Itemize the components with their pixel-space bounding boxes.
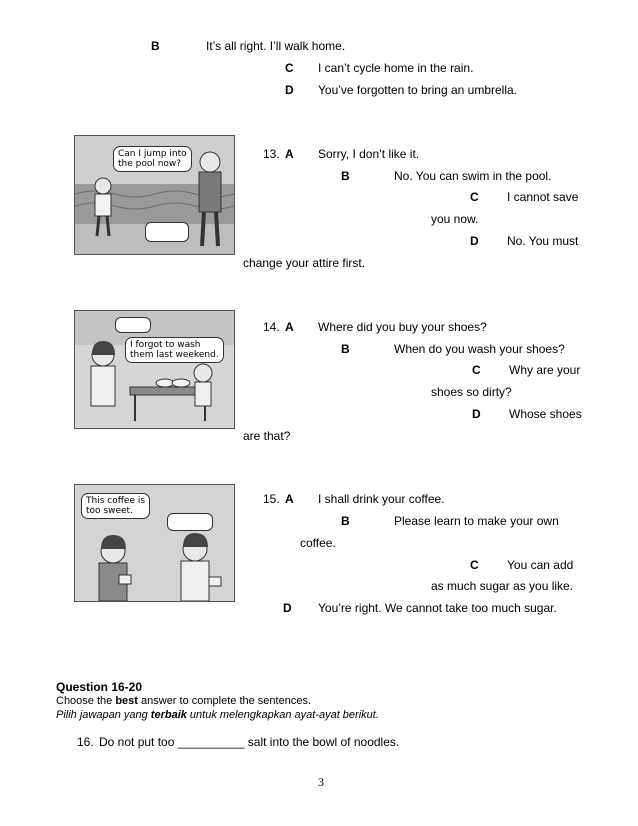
q13-option-a-letter: A	[285, 147, 294, 161]
q13-option-c-letter: C	[470, 190, 479, 204]
q13-blank-speech-bubble	[145, 222, 189, 242]
q13-option-d-text-1: No. You must	[507, 234, 579, 248]
q13-option-d-letter: D	[470, 234, 479, 248]
q14-option-b-letter: B	[341, 342, 350, 356]
q13-bubble-line-1: Can I jump into	[118, 149, 187, 159]
q14-speech-bubble	[125, 337, 224, 363]
q14-bubble-line-2: them last weekend.	[130, 350, 219, 360]
q13-bubble-line-2: the pool now?	[118, 159, 182, 169]
malay-pre: Pilih jawapan yang	[56, 709, 151, 721]
malay-post: untuk melengkapkan ayat-ayat berikut.	[186, 709, 379, 721]
q14-option-a-text: Where did you buy your shoes?	[318, 320, 487, 334]
q12-option-b-letter: B	[151, 39, 160, 53]
q13-illustration	[74, 135, 235, 255]
page-number: 3	[318, 775, 324, 789]
q15-option-d-text: You’re right. We cannot take too much sugar.	[318, 601, 557, 615]
q14-option-d-letter: D	[472, 407, 481, 421]
q15-option-a-text: I shall drink your coffee.	[318, 492, 445, 506]
q15-option-b-text-2: coffee.	[300, 536, 336, 550]
q14-blank-speech-bubble	[115, 317, 151, 333]
q15-speech-bubble	[81, 493, 150, 519]
q13-option-b-text: No. You can swim in the pool.	[394, 169, 552, 183]
q14-option-c-text-1: Why are your	[509, 363, 581, 377]
instr-bold: best	[115, 695, 138, 707]
q15-option-b-text-1: Please learn to make your own	[394, 514, 559, 528]
q13-option-a-text: Sorry, I don’t like it.	[318, 147, 420, 161]
q13-option-d-text-2: change your attire first.	[243, 256, 366, 270]
malay-bold: terbaik	[150, 709, 187, 721]
q12-option-c-text: I can’t cycle home in the rain.	[318, 61, 474, 75]
q15-option-c-text-1: You can add	[507, 558, 574, 572]
section-heading: Question 16-20	[56, 680, 143, 694]
q13-speech-bubble	[113, 146, 192, 172]
q13-option-b-letter: B	[341, 169, 350, 183]
q14-option-d-text-2: are that?	[243, 429, 291, 443]
shoes-scene-drawing	[75, 311, 234, 428]
q14-option-a-letter: A	[285, 320, 294, 334]
q16-number: 16.	[77, 735, 94, 749]
q15-option-a-letter: A	[285, 492, 294, 506]
instr-pre: Choose the	[56, 695, 116, 707]
q12-option-d-letter: D	[285, 83, 294, 97]
q13-number: 13.	[263, 147, 280, 161]
q14-option-d-text-1: Whose shoes	[509, 407, 582, 421]
q15-option-c-text-2: as much sugar as you like.	[431, 579, 574, 593]
q15-illustration	[74, 484, 235, 602]
q14-number: 14.	[263, 320, 280, 334]
q14-option-c-text-2: shoes so dirty?	[431, 385, 512, 399]
q15-bubble-line-2: too sweet.	[86, 506, 133, 516]
q14-option-b-text: When do you wash your shoes?	[394, 342, 565, 356]
q14-option-c-letter: C	[472, 363, 481, 377]
section-instruction-malay	[56, 708, 379, 722]
q15-option-d-letter: D	[283, 601, 292, 615]
section-instruction-english	[56, 694, 311, 708]
q12-option-c-letter: C	[285, 61, 294, 75]
q13-option-c-text-1: I cannot save	[507, 190, 579, 204]
q15-option-b-letter: B	[341, 514, 350, 528]
q15-option-c-letter: C	[470, 558, 479, 572]
q15-blank-speech-bubble	[167, 513, 213, 531]
q13-option-c-text-2: you now.	[431, 212, 479, 226]
q16-text: Do not put too __________ salt into the bowl of noodles.	[99, 735, 400, 749]
instr-post: answer to complete the sentences.	[137, 695, 311, 707]
q14-bubble-line-1: I forgot to wash	[130, 340, 201, 350]
q15-bubble-line-1: This coffee is	[86, 496, 146, 506]
q14-illustration	[74, 310, 235, 429]
q12-option-d-text: You’ve forgotten to bring an umbrella.	[318, 83, 518, 97]
q15-number: 15.	[263, 492, 280, 506]
q12-option-b-text: It’s all right. I’ll walk home.	[206, 39, 346, 53]
